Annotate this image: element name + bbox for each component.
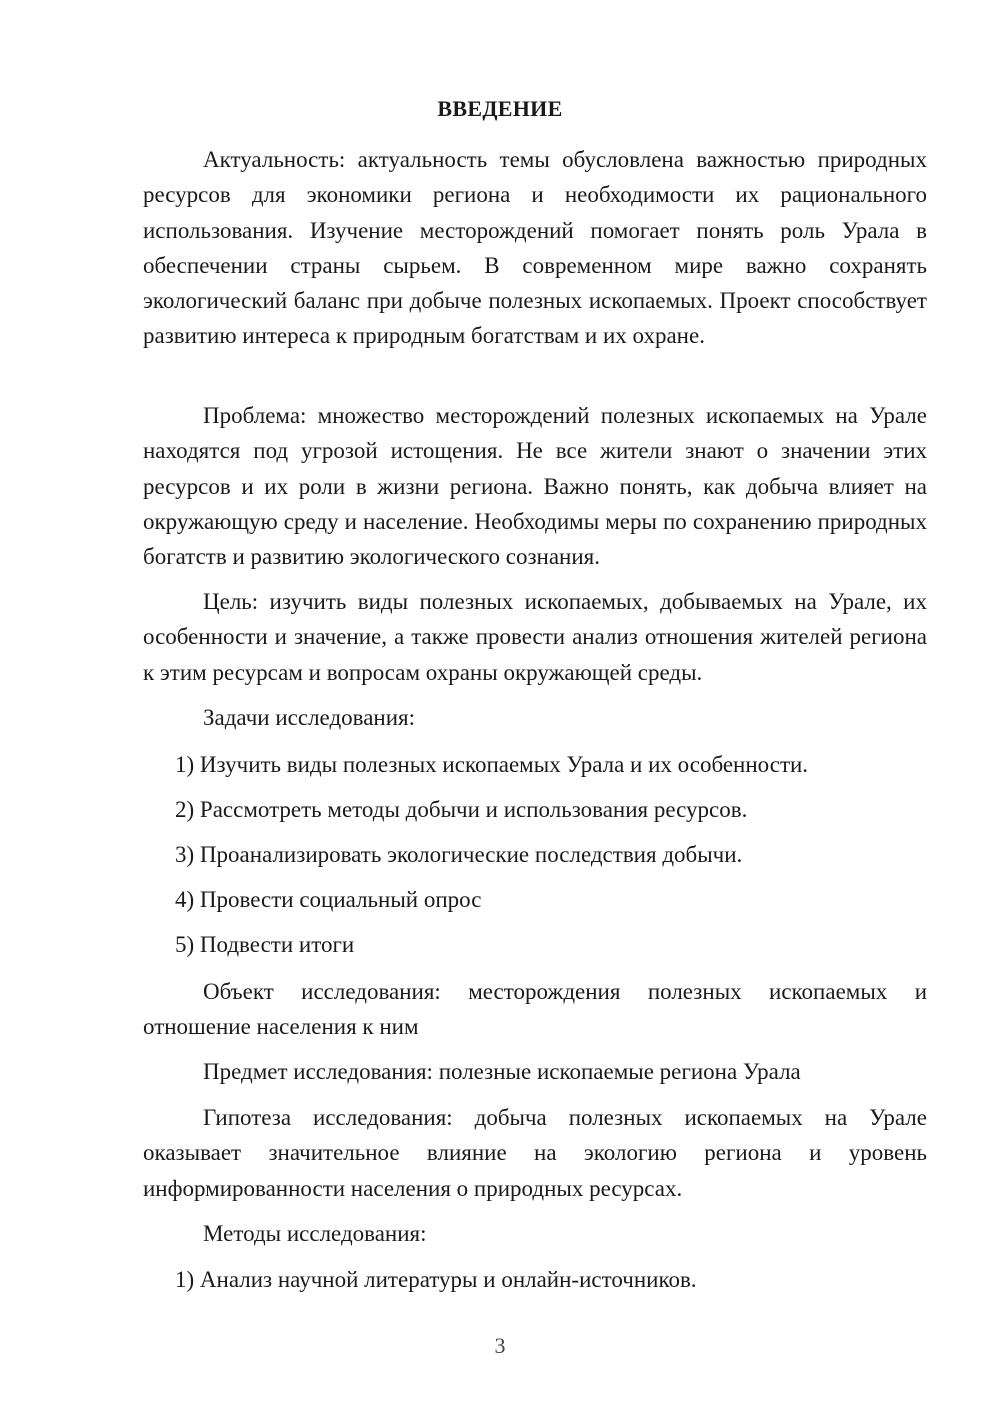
- page-number: 3: [494, 1333, 506, 1358]
- page-title: ВВЕДЕНИЕ: [437, 96, 563, 121]
- task-item: 2) Рассмотреть методы добычи и использования ресурсов.: [175, 797, 748, 822]
- task-item: 4) Провести социальный опрос: [175, 887, 482, 912]
- tasks-heading: Задачи исследования:: [203, 705, 416, 730]
- task-item: 3) Проанализировать экологические последствия добычи.: [175, 842, 743, 867]
- method-item: 1) Анализ научной литературы и онлайн-источников.: [175, 1267, 697, 1292]
- goal-paragraph: Цель: изучить виды полезных ископаемых, добываемых на Урале, их особенности и значение, а также провести анализ отношения жителей региона к этим ресурсам и вопросам охраны окружающей среды.: [143, 589, 927, 685]
- subject-paragraph: Предмет исследования: полезные ископаемые региона Урала: [203, 1059, 801, 1084]
- task-item: 5) Подвести итоги: [175, 932, 355, 957]
- problem-paragraph: Проблема: множество месторождений полезных ископаемых на Урале находятся под угрозой истощения. Не все жители знают о значении этих ресурсов и их роли в жизни региона. Важно понять, как добыча влияет на окружающую среду и население. Необходимы меры по сохранению природных богатств и развитию экологического сознания.: [143, 403, 927, 570]
- task-item: 1) Изучить виды полезных ископаемых Урала и их особенности.: [175, 752, 809, 777]
- relevance-paragraph: Актуальность: актуальность темы обусловлена важностью природных ресурсов для экономики региона и необходимости их рационального использования. Изучение месторождений помогает понять роль Урала в обеспечении страны сырьем. В современном мире важно сохранять экологический баланс при добыче полезных ископаемых. Проект способствует развитию интереса к природным богатствам и их охране.: [143, 147, 927, 349]
- methods-heading: Методы исследования:: [203, 1221, 427, 1246]
- object-paragraph: Объект исследования: месторождения полезных ископаемых и отношение населения к ним: [143, 979, 927, 1040]
- hypothesis-paragraph: Гипотеза исследования: добыча полезных ископаемых на Урале оказывает значительное влияние на экологию региона и уровень информированности населения о природных ресурсах.: [143, 1105, 927, 1201]
